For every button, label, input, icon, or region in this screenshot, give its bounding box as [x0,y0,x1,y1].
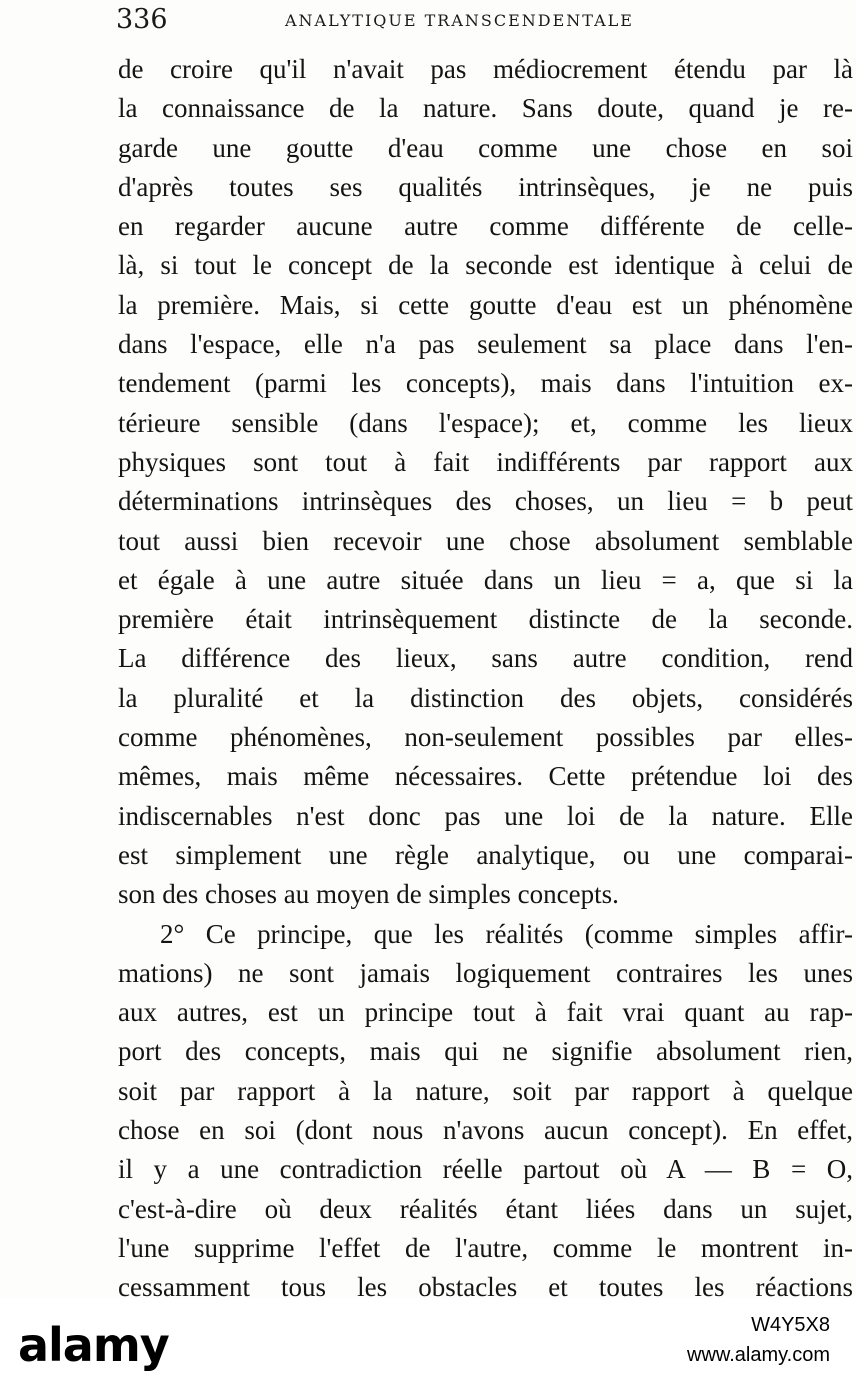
text-line: là, si tout le concept de la seconde est identique à celui de [118,250,853,281]
text-line: cessamment tous les obstacles et toutes les réactions [118,1272,853,1298]
text-line: la première. Mais, si cette goutte d'eau est un phénomène [118,289,853,320]
text-line: indiscernables n'est donc pas une loi de la nature. Elle [118,800,853,831]
text-line: mêmes, mais même nécessaires. Cette prétendue loi des [118,761,853,792]
text-line: soit par rapport à la nature, soit par rapport à quelque [118,1075,853,1106]
text-line: physiques sont tout à fait indifférents par rapport aux [118,446,853,477]
watermark-banner [0,1298,856,1390]
text-line: tendement (parmi les concepts), mais dans l'intuition ex- [118,368,853,399]
image-id: W4Y5X8 [751,1314,830,1336]
text-line: déterminations intrinsèques des choses, un lieu = b peut [118,486,853,517]
text-line: c'est-à-dire où deux réalités étant liées dans un sujet, [118,1193,853,1224]
text-line: de croire qu'il n'avait pas médiocrement étendu par là [118,54,853,84]
text-line: comme phénomènes, non-seulement possibles par elles- [118,722,853,753]
site-url: www.alamy.com [687,1344,830,1366]
text-line: port des concepts, mais qui ne signifie absolument rien, [118,1036,853,1067]
text-line: aux autres, est un principe tout à fait vrai quant au rap- [118,997,853,1028]
text-line: est simplement une règle analytique, ou une comparai- [118,839,853,870]
text-line: 2° Ce principe, que les réalités (comme simples affir- [160,918,853,949]
text-line: la pluralité et la distinction des objets, considérés [118,682,853,713]
text-line: première était intrinsèquement distincte de la seconde. [118,604,853,635]
text-line: térieure sensible (dans l'espace); et, comme les lieux [118,407,853,438]
text-line: chose en soi (dont nous n'avons aucun concept). En effet, [118,1115,853,1146]
text-line: l'une supprime l'effet de l'autre, comme le montrent in- [118,1232,853,1263]
alamy-logo: alamy [18,1318,169,1372]
running-title: ANALYTIQUE TRANSCENDENTALE [285,11,634,30]
text-line: garde une goutte d'eau comme une chose en soi [118,132,853,163]
text-line: il y a une contradiction réelle partout où A — B = O, [118,1154,853,1185]
text-line: La différence des lieux, sans autre condition, rend [118,643,853,674]
page-header [0,2,856,36]
text-line: en regarder aucune autre comme différente de celle- [118,211,853,242]
page-number: 336 [116,4,168,35]
text-line: et égale à une autre située dans un lieu = a, que si la [118,564,853,595]
text-line: son des choses au moyen de simples concepts. [118,879,619,910]
text-line: tout aussi bien recevoir une chose absolument semblable [118,525,853,556]
body-text [118,50,853,1298]
text-line: dans l'espace, elle n'a pas seulement sa place dans l'en- [118,329,853,360]
text-line: la connaissance de la nature. Sans doute, quand je re- [118,93,853,124]
text-line: mations) ne sont jamais logiquement contraires les unes [118,957,853,988]
text-line: d'après toutes ses qualités intrinsèques, je ne puis [118,171,853,202]
